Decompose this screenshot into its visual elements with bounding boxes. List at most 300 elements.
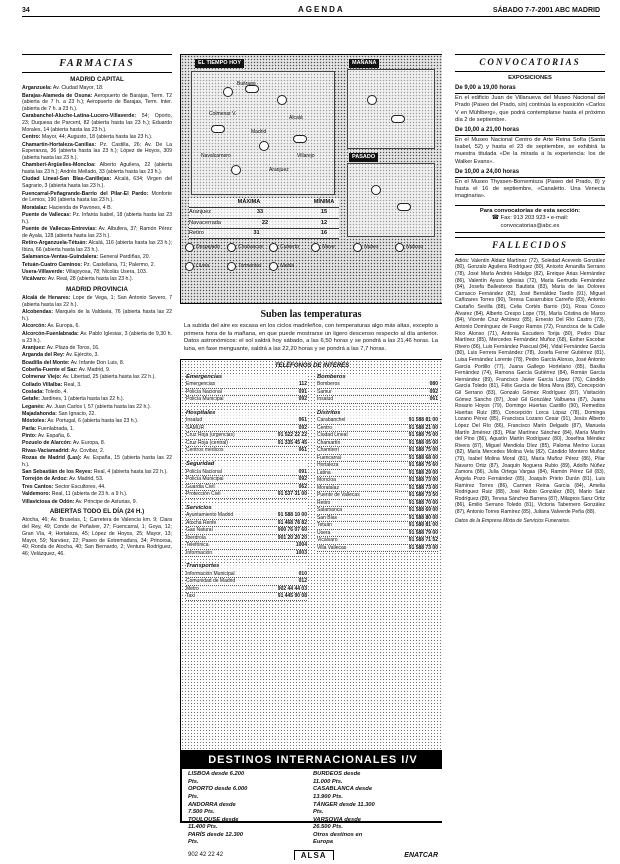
cloud-icon [211,125,225,133]
phone-number: 91 588 79 00 [408,529,438,536]
temp-min: 15 [320,209,328,216]
ad-destination: BURDEOS desde 11.000 Pts. [313,771,361,785]
legend-item: Nuboso [395,243,437,252]
pharmacy-district: Boadilla del Monte: [22,359,70,366]
phone-line [186,535,307,543]
pharmacy-district: Villaviciosa de Odón: [22,498,75,505]
phone-number: 092 [429,388,438,395]
phone-number: 91 537 31 00 [277,491,307,498]
capital-title: MADRID CAPITAL [70,76,124,83]
phone-number: 091 [298,388,307,395]
phone-label: Chamberí [317,447,339,454]
pharmacy-address: Marqués de la Valdavia, 76 (abierta hasta las 22 h.). [22,309,172,323]
max-label: MÁXIMA [237,199,261,205]
phone-group [186,563,307,601]
pharmacy-address: Pz. Castellana, 71; Palermo, 2. [83,261,156,268]
event-item [455,169,605,201]
phone-group [186,410,307,455]
pharmacy-address: Alcalá, 634; Virgen del Sagrario, 3 (abierta hasta las 23 h.). [22,176,172,190]
sun-icon [231,165,241,175]
pharmacy-entry [22,240,172,254]
phone-line [186,520,307,528]
pharmacy-address: Av. Portugal, 6 (abierta hasta las 23 h.). [47,418,139,425]
phone-group-title: Transportes [186,563,220,570]
phone-number: 010 [298,570,307,577]
pharmacy-district: Tres Cantos: [22,483,54,490]
pharmacy-address: Av. Madrid, 9. [78,366,111,373]
fallecidos-text: Adiós: Valentín Aldaiz Martínez (72), Soledad Acevedo González (80), Gonzalo Aguilera Rodríguez (80), Aniceto Arnanilla Serrano (78), José María Andrés Hidalgo (82), Enrique Arias Hernández (86), Valentín Ayuso Iglesias (72), María Gertrudis Fernández (84), Josefa Ballesteros Bautista (83), María de las Dolores Carrasco Fernández (82), José Bernáldez Tardío (91), Miguel Cañizares Torres (90), Teresa Casarrubios Carreño (83), Antonio Castaño Sevilla (88), Celia Cortés Barrio (91), Rosa Cosco Álvarez (84), Alberto Crespo Lope (79), María Cristina de Marco (84), Vicente Cruz Antúnez (85), Ernesto Del Río Castro (73), Antonio Domínguez de Fuego Ramos (72), Francisca de la Calle Rico Alonso (71), Antonia Escudero Torija (80), Pedro Díaz Martínez (85), Mercedes Fernández Muñoz (68), Esther Escobar Rivero (86), Luis Fernández Pascual (84), Vidal Fernández García (80), Luis Ferrera Fernández (78), Josefa Ferrer Gutiérrez (81), Luisa Fernández Lorente (78), Pedro García Alonso, José Antonio García Portillo (77), Juana Gallego Hortelano (85), Basilia Fernández (74), Ramona García Gutiérrez (84), Román García Hernández (89), Francisco Javier García López (76), Cándido García Toledo (81), Félix García de Mora Mora (88), Concepción Gil Serrano (83), Gonzalo Gómez Rodríguez (87), Visitación Gómez Sancho (87), José Gil González Valbuena (87), Juana Rosario Hoyos (79), Domingo Huertas Castillo (90), Remedios Huertas Ruiz (85), Concepción Lorca Lópaz (78), Dominga Lozano Pérez (85), Francisca Lozano Cesar (91), Jesús Alberto López Del Río (86), Francisco Marín Delgado (87), Manuela Martín Jiménez (83), Pilar Martínez Sánchez (84), María Martín del Pino (86), Agustín Martín Rodríguez (80), Josefina Méndez Rivera (87), Miguel Mendiola Díez (85), Paloma Merino Lucas (82), María Mercedes Molina Vela (82), Cándido Montero Muñoz (79), Isabel Molina Moral (81), María Muñoz Pérez (86), Pilar Navarro Ortiz (87), Joaquín Noguera Rubio (89), Adolfo Núñez Zamora (86), Julia Ortega Vargas (84), Ramón Pérez Gil (83), Ángela Pozo Fernández (85), Joaquín Prieto Durán (81), Luis Ramírez Torres (86), Carmen Reina García (84), Amelia Rodríguez Ruiz (88), José Rubio González (80), Mario Saiz Rodríguez (89), Teresa Sánchez Barrera (87), Milagros Sanz Ortiz (86), Emilio Serrano Toledo (81), Victoria Tabernero González (87), Antonio Torres Ramírez (85), Juliana Valverde Peña (88). [455,257,605,515]
phone-label: Retiro [317,499,331,506]
convocatorias-title: CONVOCATORIAS [455,54,605,72]
pharmacy-district: Puente de Vallecas-Entrevías: [22,226,97,233]
pharmacy-district: Alcobendas: [22,309,54,316]
phone-label: Tetuán [317,522,333,529]
pharmacy-entry [22,440,172,447]
phone-line [186,512,307,520]
pharmacy-district: Retiro-Arganzuela-Tétuán: [22,240,88,247]
phone-line [186,432,307,440]
temperature-row [189,219,339,229]
phone-label: Puente de Vallecas [317,492,360,499]
phone-label: Samur [317,388,332,395]
pharmacy-address: Mayor, 44; Augusto, 18 (abierta hasta las 23 h.). [41,134,153,141]
phone-label: Villa Vallecas [317,544,347,551]
city-label: Navalcarnero [201,153,231,159]
phone-group-title: Emergencias [186,373,223,380]
ad-destinations [182,769,442,848]
phone-line [186,586,307,594]
phone-number: 91 588 81 00 [408,522,438,529]
legend-item: Nubes [353,243,395,252]
phone-label: Iberdrola [186,534,206,541]
event-text: En el Museo Thyssen-Bornemisza (Paseo del Prado, 8) y hasta el 16 de septiembre, «Canaletto. Una Venecia imaginaria». [455,178,605,200]
pharmacy-entry [22,162,172,176]
temperature-row [189,229,339,239]
temperature-row [189,208,339,218]
pharmacy-district: Pozuelo de Alarcón: [22,440,72,447]
city-label: Buitrago [237,81,256,87]
phone-label: Ciudad Lineal [317,432,348,439]
phone-line [186,550,307,558]
exhibitions-title: EXPOSICIONES [508,74,552,81]
lluvia-icon [185,262,194,271]
phone-number: 91 468 78 82 [277,519,307,526]
pharmacy-entry [22,176,172,190]
temperatures-title: Suben las temperaturas [260,309,362,320]
temp-max: 31 [253,229,260,236]
phone-line [186,447,307,455]
phone-line [186,593,307,601]
pharmacy-district: Collado Villalba: [22,381,63,388]
phone-label: Bomberos [317,381,340,388]
phone-line [186,469,307,477]
temperatures-text: La subida del aire es escasa en los ciclos madrileños, con temperaturas algo más altas, excepto a primera hora de la mañana, en que puede mostrarse un ligero descenso respecto al día anterior. Datos astronómicos: el sol saldrá hoy sábado, a las 6,50 horas y se pondrá a las 21,46 horas. La luna, en fase menguante, saldrá a las 22,20 horas y se pondrá a las 7,7 horas. [184,323,438,352]
phone-line [317,447,438,455]
phone-number: 012 [298,578,307,585]
pharmacy-district: Aranjuez: [22,344,46,351]
event-time: De 10,00 a 24,00 horas [455,169,605,178]
phone-line [317,455,438,463]
phone-number: 901 20 20 20 [277,534,307,541]
phone-label: Emergencias [186,381,216,388]
pharmacy-district: Pinto: [22,433,37,439]
pharmacy-entry [22,433,172,440]
phone-label: Taxi [186,593,195,600]
temp-city: Navacerrada [189,219,222,226]
pharmacy-district: Puente de Vallecas: [22,212,72,219]
pharmacy-address: Pz. Infanta Isabel, 18 (abierta hasta las 23 h.). [22,212,172,225]
section-title: AGENDA [298,5,345,14]
phone-line [317,417,438,425]
pharmacy-address: Av. Juan Carlos I, 57 (abierta hasta las 22 h.). [45,403,151,410]
phone-number: 902 44 44 03 [277,585,307,592]
pharmacy-address: Av. Real, 28 (abierta hasta las 23 h.). [47,276,134,283]
open-24h-title: ABIERTAS TODO EL DÍA (24 H.) [49,508,145,516]
phone-label: Telefónica [186,542,209,549]
phone-line [317,396,438,404]
tormentas-icon [227,262,236,271]
weather-legend [185,243,439,281]
phone-number: 91 588 73 50 [408,492,438,499]
phone-line [186,484,307,492]
pharmacy-district: Rozas de Madrid (Las): [22,455,82,462]
phone-line [317,500,438,508]
phone-group [317,374,438,404]
cloud-icon [293,135,307,143]
pharmacy-entry [22,262,172,269]
pharmacy-address: Real, 4 (abierta hasta las 22 h.). [93,469,168,476]
event-item [455,85,605,124]
phone-number: 091 [298,468,307,475]
pharmacy-address: Av. España, 6. [37,433,72,439]
pharmacy-address: Monforte de Lemos, 190 (abierta hasta las 23 h.). [22,190,172,204]
phone-label: Centro [317,424,333,431]
phone-number: 91 588 69 00 [408,507,438,514]
ad-destination: OPORTO desde 6.000 Pts. [188,786,248,801]
fallecidos-footnote: Datos de la Empresa Mixta de Servicios Funerarios. [455,517,571,524]
phone-line [317,485,438,493]
pharmacy-district: Chamberí-Argüelles-Moncloa: [22,162,96,169]
city-label: Villarejo [297,153,315,159]
phone-group-title: Hospitales [186,409,216,416]
pharmacy-entry [22,345,172,352]
despejado-icon [185,243,194,252]
phone-line [186,389,307,397]
pharmacy-entry [22,269,172,276]
phone-line [317,425,438,433]
city-label: Aranjuez [269,167,289,173]
pharmacy-district: Torrejón de Ardoz: [22,476,68,483]
nubes-icon [353,243,362,252]
ad-title: DESTINOS INTERNACIONALES I/V [182,751,442,769]
phone-label: Policía Municipal [186,476,224,483]
phone-group-title: Servicios [186,504,212,511]
phone-number: 91 588 81 00 [408,417,438,424]
contact-box [455,205,605,234]
pharmacy-district: Arganzuela: [22,85,52,92]
phone-number: 1003 [295,549,307,556]
phones-title: TELÉFONOS DE INTERÉS [274,363,350,370]
phone-number: 91 588 73 00 [408,477,438,484]
pharmacy-entry [22,113,172,133]
phone-label: Vicálvaro [317,537,338,544]
phone-line [186,571,307,579]
pharmacy-entry [22,411,172,418]
weather-pasado-label: PASADO [349,153,378,162]
phone-line [317,389,438,397]
provincia-list [22,295,172,505]
pharmacy-entry [22,484,172,491]
pharmacy-address: Av. Libertad, 25 (abierta hasta las 22 h.). [62,374,156,381]
phone-line [186,381,307,389]
pharmacy-address: Av. Ciudad Mayor, 18. [52,85,104,92]
legend-item: Chubascos [227,243,269,252]
pharmacy-address: San Ignacio, 22. [58,410,96,417]
phone-number: 91 335 45 45 [277,439,307,446]
phone-line [186,578,307,586]
pharmacy-district: Alcorcón: [22,323,47,330]
phone-label: Moratalaz [317,484,339,491]
event-time: De 9,00 a 19,00 horas [455,85,605,94]
pharmacy-district: Coslada: [22,388,44,395]
phone-number: 91 588 75 00 [408,432,438,439]
pharmacy-district: Carabanchel-Aluche-Latina-Lucero-Villaverde: [22,113,137,120]
ad-destination: LISBOA desde 6.200 Pts. [188,771,245,785]
pharmacy-address: Fuenlabrada, 1. [37,425,75,432]
phone-number: 1004 [295,542,307,549]
phone-label: Guardia Civil [186,483,215,490]
pharmacy-address: General Pardiñas, 20. [99,254,151,261]
phone-label: Policía Municipal [186,396,224,403]
pharmacy-entry [22,491,172,498]
phone-line [186,396,307,404]
phone-label: Centros médicos [186,447,224,454]
phone-group-title: Seguridad [186,460,215,467]
phone-number: 91 522 22 22 [277,432,307,439]
phone-number: 91 588 73 00 [408,544,438,551]
city-label: Alcalá [289,115,303,121]
ad-destination: CASABLANCA desde 13.900 Pts. [313,786,373,801]
phone-line [186,417,307,425]
phone-label: Cruz Roja (urgencias) [186,432,235,439]
event-item [455,127,605,166]
pharmacy-entry [22,295,172,309]
phone-group [317,410,438,553]
phone-line [317,545,438,553]
pharmacy-entry [22,404,172,411]
phone-label: Cruz Roja (central) [186,439,228,446]
capital-list [22,85,172,283]
pharmacy-entry [22,134,172,141]
weather-box [180,54,442,304]
phone-line [317,440,438,448]
provincia-title: MADRID PROVINCIA [66,286,128,294]
sun-icon [371,185,381,195]
temp-min: 12 [320,219,328,226]
pharmacy-address: Jardines, 1 (abierta hasta las 22 h.). [41,396,125,403]
alsa-logo: ALSA [294,850,334,860]
phone-line [317,515,438,523]
phone-label: SAMUR [186,424,205,431]
phone-line [186,440,307,448]
phone-label: Latina [317,469,331,476]
farmacias-column [22,54,172,860]
phone-line [317,470,438,478]
phone-label: Moncloa [317,477,336,484]
phone-label: Información Municipal [186,570,235,577]
pharmacy-district: Arganda del Rey: [22,352,65,359]
phone-label: Atocha Renfe [186,519,217,526]
phone-line [317,462,438,470]
phone-line [317,530,438,538]
pharmacy-entry [22,455,172,469]
open-24h-text: Atocha, 46; Av. Bruselas, 1; Carretera de Valencia km. 9; Clara del Rey, 49; Conde de Peñalver, 27; Fuencarral, 1; Goya, 12; Gran Vía, 4; Hortaleza, 45; López de Hoyos, 25; Mayor, 13; Mayor, 59; Narváez, 22; Paseo de Extremadura, 34; Princesa, 40; Ronda de Atocha, 40; San Bernardo, 2; Ventura Rodríguez, 46; Velázquez, 46. [22,517,172,558]
phone-number: 91 588 29 00 [408,469,438,476]
travel-ad [181,750,442,860]
temp-min: 16 [320,229,328,236]
contact-email[interactable]: convocatorias@abc.es [500,222,560,229]
pharmacy-entry [22,331,172,345]
pharmacy-district: Móstoles: [22,418,47,425]
phones-right-column [312,374,442,607]
phone-label: Comunidad de Madrid [186,578,236,585]
phone-number: 91 588 80 00 [408,514,438,521]
pharmacy-district: Cobeña-Fuente el Saz: [22,366,78,373]
fallecidos-title: FALLECIDOS [455,237,605,255]
pharmacy-district: Majadahonda: [22,410,57,417]
ad-destination: VARSOVIA desde 26.500 Pts. [313,816,361,831]
ad-footer [182,849,442,860]
min-label: MÍNIMA [313,199,335,205]
phone-number: 092 [298,476,307,483]
pharmacy-entry [22,352,172,359]
pharmacy-address: Av. Plaza de Toros, 16. [46,344,100,351]
event-text: En el Museo Nacional Centro de Arte Reina Sofía (Santa Isabel, 52) y hasta el 23 de septiembre, se exhibirá la muestra titulada «De la mirada a la experiencia: los de Walker Evans». [455,136,605,165]
ad-right-list [313,771,438,846]
enatcar-logo: ENATCAR [404,852,438,860]
phone-number: 91 588 21 00 [408,424,438,431]
ad-destination: TÁNGER desde 11.300 Pts. [313,801,375,816]
phone-group-title: Distritos [317,409,341,416]
phone-number: 91 588 68 00 [408,454,438,461]
phone-line [186,476,307,484]
nuboso-icon [395,243,404,252]
pharmacy-district: Moratalaz: [22,204,48,211]
temp-city: Retiro [189,229,204,236]
pharmacy-district: Barajas-Alameda de Osuna: [22,92,93,99]
phone-label: San Blas [317,514,338,521]
sun-icon [277,95,287,105]
phone-line [317,432,438,440]
phones-box [180,359,442,860]
pharmacy-address: Av. Albufera, 37; Ramón Pérez de Ayala, 128 (abierta hasta las 23 h.). [22,226,172,239]
pharmacy-entry [22,254,172,261]
pharmacy-district: Centro: [22,134,41,141]
pharmacy-address: Av. Pablo Iglesias, 3 (abierta de 9,30 h. a 23 h.). [22,330,172,344]
phone-label: Información [186,549,213,556]
pharmacy-address: Av. Ejército, 3. [65,352,99,359]
pharmacy-address: Av. Covibar, 2. [71,447,105,454]
phone-label: Salamanca [317,507,343,514]
cloud-icon [391,115,405,123]
phone-number: 112 [298,381,307,388]
phone-number: 91 588 70 00 [408,499,438,506]
phone-number: 061 [298,417,307,424]
phone-line [186,527,307,535]
ad-destination: Otros destinos en Europa [313,831,363,846]
pharmacy-entry [22,191,172,205]
pharmacy-district: Colmenar Viejo: [22,374,62,381]
pharmacy-address: Real, 11 (abierta de 23 h. a 9 h.). [51,491,128,498]
phone-line [317,522,438,530]
phone-label: Insalud [186,417,203,424]
phone-number: 91 445 90 08 [277,593,307,600]
nieve-icon [311,243,320,252]
pharmacy-entry [22,93,172,113]
phone-line [317,537,438,545]
weather-today-label: EL TIEMPO HOY [195,59,244,68]
pharmacy-address: Alberto Aguilera, 22 (abierta hasta las 23 h.); Andrés Mellado, 33 (abierta hasta las 23 h.). [22,162,172,176]
right-column [455,54,605,860]
legend-item: Tormentas [227,262,269,271]
sun-icon [259,141,269,151]
pharmacy-entry [22,426,172,433]
phones-left-column [181,374,312,607]
pharmacy-district: Usera-Villaverde: [22,268,65,275]
phone-number: 080 [429,381,438,388]
phone-number: 062 [298,483,307,490]
phone-line [186,542,307,550]
pharmacy-entry [22,367,172,374]
phone-number: 91 588 73 00 [408,484,438,491]
pharmacy-district: Chamartín-Hortaleza-Canillas: [22,141,97,148]
phone-label: Chamartín [317,439,341,446]
contact-title: Para convocatorias de esta sección: [479,207,581,214]
ad-destination: TOULOUSE desde 11.400 Pts. [188,816,239,831]
phone-line [317,381,438,389]
pharmacy-entry [22,499,172,506]
pharmacy-address: Av. Europa, 8. [72,440,106,447]
pharmacy-address: Lope de Vega, 1; San Antonio Severo, 7 (abierta hasta las 22 h.). [22,295,172,308]
pharmacy-address: Av. España, 15 (abierta hasta las 22 h.). [22,455,172,468]
phone-label: Policía Nacional [186,388,222,395]
pharmacy-district: Getafe: [22,396,40,403]
legend-item: Niebla [269,262,311,271]
weather-tomorrow-label: MAÑANA [349,59,379,68]
pharmacy-entry [22,276,172,283]
phone-number: 91 588 10 00 [277,512,307,519]
phone-number: 91 588 05 00 [408,439,438,446]
pharmacy-entry [22,85,172,92]
phone-label: Gas Natural [186,527,213,534]
pharmacy-district: San Sebastián de los Reyes: [22,469,93,476]
pharmacy-address: Toledo, 4. [45,388,68,395]
phone-number: 061 [298,447,307,454]
pharmacy-district: Salamanca-Ventas-Guindalera: [22,254,99,261]
pharmacy-address: Av. Europa, 6. [47,323,80,330]
legend-item: Cubierto [269,243,311,252]
pharmacy-address: Av. Principe de Asturias, 9. [75,498,138,505]
pharmacy-entry [22,142,172,162]
weather-map-tomorrow [347,69,435,149]
phone-number: 91 588 71 52 [408,537,438,544]
pharmacy-address: 54; Oporto, 23; Duquesa de Parcent, 82 (abierta hasta las 23 h.); Eduardo Morales, 14 (abierta hasta las 23 h.). [22,113,172,133]
pharmacy-district: Fuencarral-Peñagrande-Barrio del Pilar-El Pardo: [22,190,149,197]
event-time: De 10,00 a 21,00 horas [455,127,605,136]
contact-fax: Fax: 913 203 923 • e-mail: [500,215,569,222]
phone-line [317,507,438,515]
niebla-icon [269,262,278,271]
